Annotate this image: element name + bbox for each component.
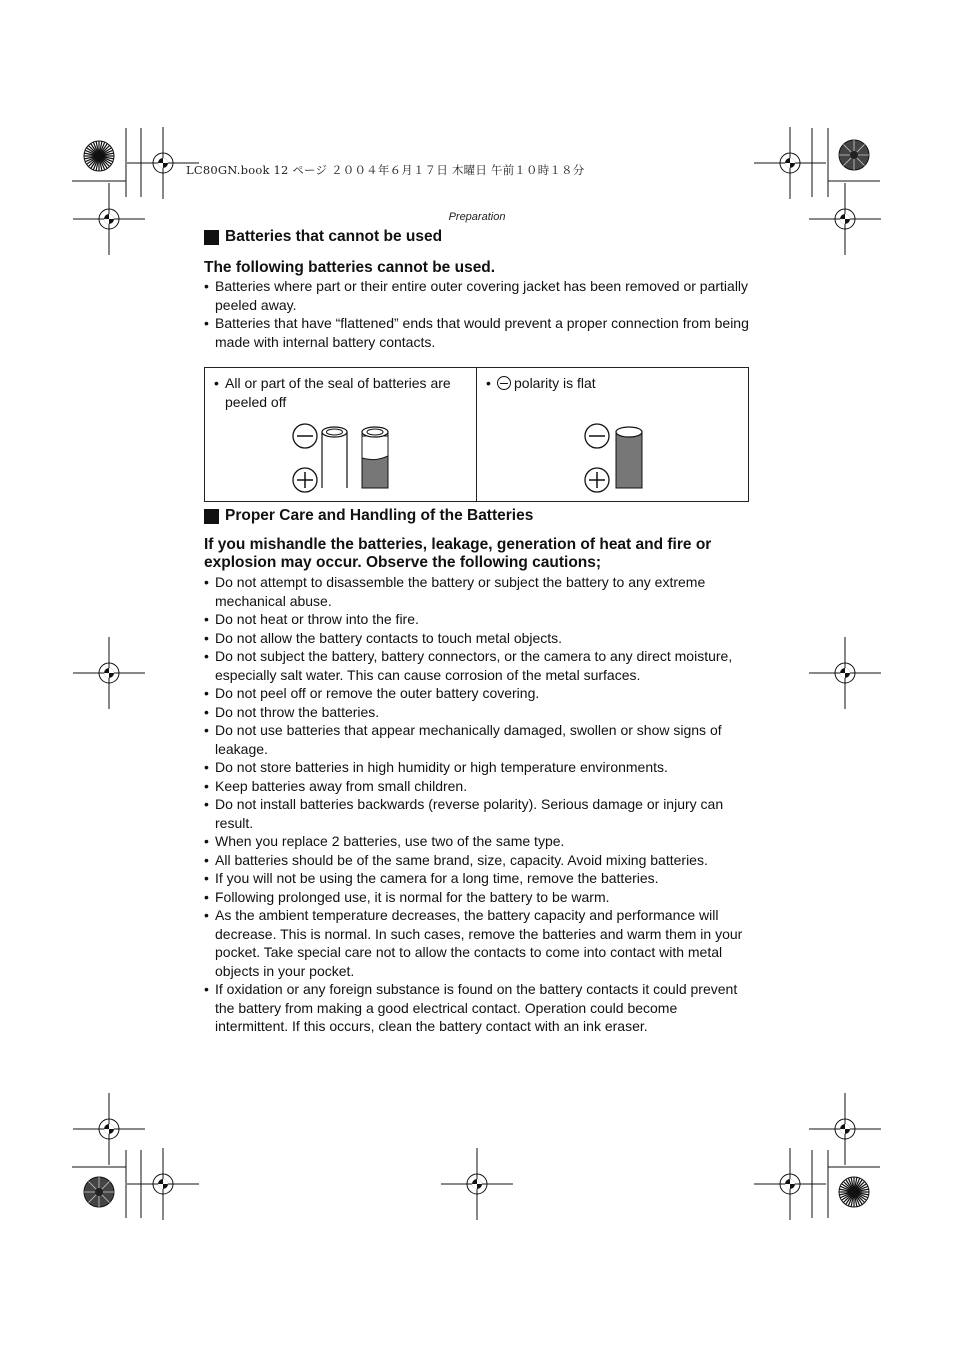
list-item: • If oxidation or any foreign substance is found on the battery contacts it could prevent the battery from making a good electrical contact. Operation could become intermittent. If this occurs, clean the battery contact with an ink eraser. [204,980,752,1036]
list-item: • Do not subject the battery, battery connectors, or the camera to any direct moisture, especially salt water. This can cause corrosion of the metal surfaces. [204,647,752,684]
battery-examples-table [204,367,749,502]
list-item: • Do not throw the batteries. [204,703,752,722]
list-item: • Keep batteries away from small children. [204,777,752,796]
list-item: • Do not store batteries in high humidity or high temperature environments. [204,758,752,777]
minus-circle-icon [497,376,511,390]
list-item: • Do not heat or throw into the fire. [204,610,752,629]
page-content [204,228,752,1036]
list-item: • Do not install batteries backwards (reverse polarity). Serious damage or injury can result. [204,795,752,832]
cautions-bullet-list [204,573,752,1036]
section-label: Preparation [448,211,506,223]
peeled-battery-illustration [289,422,409,494]
heading-text: Batteries that cannot be used [225,228,443,245]
unusable-bullet-list [204,277,752,351]
list-item: • Do not peel off or remove the outer battery covering. [204,684,752,703]
list-item: • As the ambient temperature decreases, the battery capacity and performance will decrease. This is normal. In such cases, remove the batteries and warm them in your pocket. Take special care not to allow the contacts to come into contact with metal objects in your pocket. [204,906,752,980]
heading-square-icon [204,509,219,524]
section-heading-proper-care [204,507,752,525]
list-item: • Do not attempt to disassemble the battery or subject the battery to any extreme mechanical abuse. [204,573,752,610]
subheading-unusable: The following batteries cannot be used. [204,259,496,276]
list-item: • Following prolonged use, it is normal for the battery to be warm. [204,888,752,907]
list-item: • All batteries should be of the same brand, size, capacity. Avoid mixing batteries. [204,851,752,870]
table-cell-peeled [205,368,476,501]
flat-battery-illustration [583,422,663,494]
section-heading-unusable-batteries [204,228,752,246]
list-item: • Batteries that have “flattened” ends that would prevent a proper connection from being made with internal battery contacts. [204,314,752,351]
list-item: • When you replace 2 batteries, use two of the same type. [204,832,752,851]
print-header: LC80GN.book 12 ページ ２００４年６月１７日 木曜日 午前１０時１８分 [186,163,585,177]
heading-square-icon [204,230,219,245]
table-cell-flat-polarity [476,368,748,501]
list-item: • If you will not be using the camera for a long time, remove the batteries. [204,869,752,888]
subheading-cautions: If you mishandle the batteries, leakage, generation of heat and fire or explosion may occur. Observe the following cautions; [204,536,712,571]
peeled-caption: • All or part of the seal of batteries are peeled off [214,374,467,411]
flat-polarity-caption: • polarity is flat [486,374,739,393]
list-item: • Do not use batteries that appear mechanically damaged, swollen or show signs of leakage. [204,721,752,758]
list-item: • Batteries where part or their entire outer covering jacket has been removed or partially peeled away. [204,277,752,314]
list-item: • Do not allow the battery contacts to touch metal objects. [204,629,752,648]
heading-text: Proper Care and Handling of the Batteries [225,507,534,524]
